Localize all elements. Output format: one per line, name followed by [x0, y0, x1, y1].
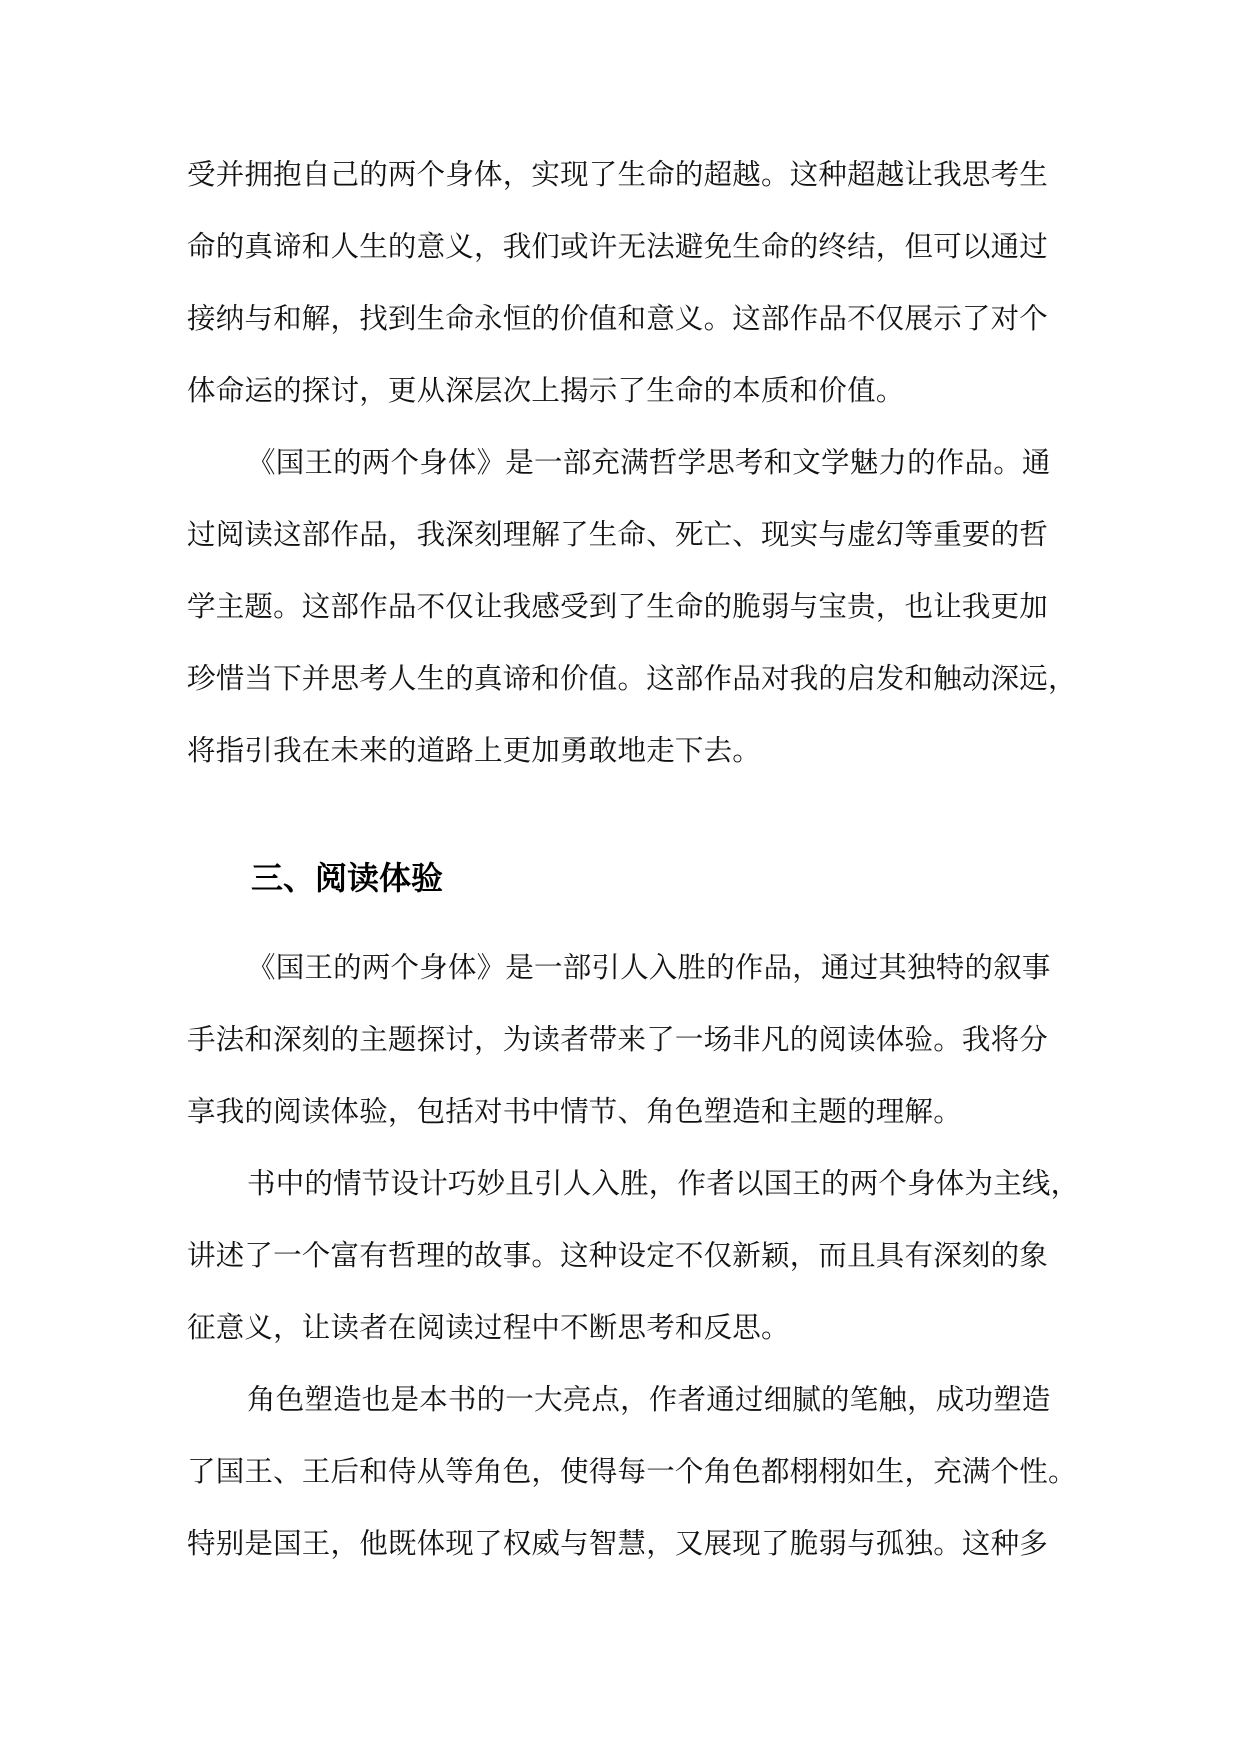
paragraph-2-line-2: 过阅读这部作品，我深刻理解了生命、死亡、现实与虚幻等重要的哲 [187, 518, 1049, 551]
paragraph-5-line-2: 了国王、王后和侍从等角色，使得每一个角色都栩栩如生，充满个性。 [187, 1455, 1077, 1488]
paragraph-2-line-1: 《国王的两个身体》是一部充满哲学思考和文学魅力的作品。通 [247, 446, 1051, 479]
paragraph-4-line-3: 征意义，让读者在阅读过程中不断思考和反思。 [187, 1311, 790, 1344]
paragraph-4-line-2: 讲述了一个富有哲理的故事。这种设定不仅新颖，而且具有深刻的象 [187, 1239, 1049, 1272]
paragraph-2-line-3: 学主题。这部作品不仅让我感受到了生命的脆弱与宝贵，也让我更加 [187, 590, 1049, 623]
paragraph-4-line-1: 书中的情节设计巧妙且引人入胜，作者以国王的两个身体为主线， [247, 1167, 1080, 1200]
paragraph-1-line-4: 体命运的探讨，更从深层次上揭示了生命的本质和价值。 [187, 374, 905, 407]
paragraph-1-line-2: 命的真谛和人生的意义，我们或许无法避免生命的终结，但可以通过 [187, 230, 1049, 263]
paragraph-1-line-1: 受并拥抱自己的两个身体，实现了生命的超越。这种超越让我思考生 [187, 158, 1049, 191]
paragraph-2-line-4: 珍惜当下并思考人生的真谛和价值。这部作品对我的启发和触动深远， [187, 662, 1077, 695]
paragraph-3-line-3: 享我的阅读体验，包括对书中情节、角色塑造和主题的理解。 [187, 1095, 962, 1128]
paragraph-1-line-3: 接纳与和解，找到生命永恒的价值和意义。这部作品不仅展示了对个 [187, 302, 1049, 335]
section-heading: 三、阅读体验 [251, 859, 444, 897]
paragraph-5-line-3: 特别是国王，他既体现了权威与智慧，又展现了脆弱与孤独。这种多 [187, 1527, 1049, 1560]
paragraph-3-line-2: 手法和深刻的主题探讨，为读者带来了一场非凡的阅读体验。我将分 [187, 1023, 1049, 1056]
paragraph-3-line-1: 《国王的两个身体》是一部引人入胜的作品，通过其独特的叙事 [247, 951, 1051, 984]
paragraph-5-line-1: 角色塑造也是本书的一大亮点，作者通过细腻的笔触，成功塑造 [247, 1383, 1051, 1416]
paragraph-2-line-5: 将指引我在未来的道路上更加勇敢地走下去。 [187, 734, 762, 767]
